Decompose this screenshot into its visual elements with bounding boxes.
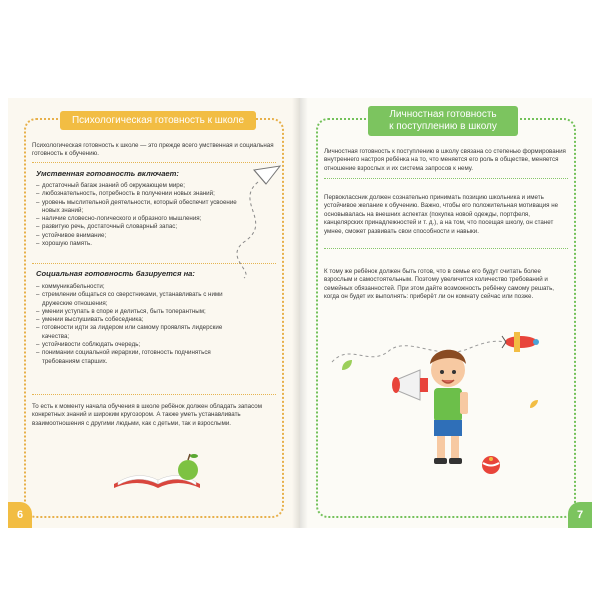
paper-airplane-doodle — [214, 162, 284, 282]
list-item: – хорошую память. — [36, 240, 246, 248]
list-item: – стремлении общаться со сверстниками, устанавливать с ними дружеские отношения; — [36, 291, 246, 308]
right-banner-line2: к поступлению в школу — [389, 121, 497, 132]
open-book — [8, 98, 592, 528]
list-item: – коммуникабельности; — [36, 283, 246, 291]
right-page-number: 7 — [568, 502, 592, 528]
left-page — [8, 98, 300, 528]
mental-heading: Умственная готовность включает: — [36, 169, 179, 178]
list-item: – готовности идти за лидером или самому проявлять лидерские качества; — [36, 324, 246, 341]
list-item: – развитую речь, достаточный словарный запас; — [36, 223, 246, 231]
list-item: – умении уступать в споре и делиться, быть толерантным; — [36, 308, 246, 316]
left-outro: То есть к моменту начала обучения в школе ребёнок должен обладать запасом конкретных знаний и широким кругозором. А также уметь устанавливать взаимоотношения с другими людьми, как с детьми, так и взрослыми. — [32, 403, 262, 427]
left-banner: Психологическая готовность к школе — [60, 111, 256, 130]
ball-illustration — [480, 454, 502, 476]
right-separator-2 — [324, 248, 568, 249]
social-heading: Социальная готовность базируется на: — [36, 269, 195, 278]
right-banner-line1: Личностная готовность — [389, 109, 497, 120]
left-page-number: 6 — [8, 502, 32, 528]
social-list — [36, 283, 246, 366]
right-para-2: Первоклассник должен сознательно принимать позицию школьника и иметь устойчивое желание к обучению. Важно, чтобы его положительная мотивация не основывалась на внешних аспектах (покупка новой одежды, портфеля, канцелярских принадлежностей и т. д.), а на том, что посещая школу, он станет умнее, сможет развивать свои способности и навыки. — [324, 194, 559, 235]
list-item: – устойчивости соблюдать очередь; — [36, 341, 246, 349]
leaf-icon — [528, 398, 540, 410]
list-item: – уровень мыслительной деятельности, который обеспечит усвоение новых знаний; — [36, 199, 246, 216]
list-item: – наличие словесно-логического и образного мышления; — [36, 215, 246, 223]
book-and-apple-illustration — [108, 448, 208, 498]
right-page — [300, 98, 592, 528]
right-separator-1 — [324, 178, 568, 179]
list-item: – любознательность, потребность в получении новых знаний; — [36, 190, 246, 198]
leaf-icon — [340, 358, 354, 372]
list-item: – умении выслушивать собеседника; — [36, 316, 246, 324]
list-item: – достаточный багаж знаний об окружающем мире; — [36, 182, 246, 190]
left-separator-3 — [32, 394, 276, 395]
right-para-3: К тому же ребёнок должен быть готов, что в семье его будут считать более взрослым и самостоятельным. Поэтому увеличится количество требований и семейных обязанностей. При этом дайте возможность ребёнку самому решать, когда он будет их выполнять: приберёт ли он комнату сейчас или позже. — [324, 268, 555, 301]
right-para-1: Личностная готовность к поступлению в школу связана со степенью формирования внутреннего настроя ребёнка на то, что меняется его роль в обществе, меняется отношение взрослых и их система запросов к нему. — [324, 148, 566, 172]
right-banner — [368, 106, 518, 136]
list-item: – устойчивое внимание; — [36, 232, 246, 240]
list-item: – понимании социальной иерархии, готовность подчиняться требованиям старших. — [36, 349, 246, 366]
left-intro: Психологическая готовность к школе — это прежде всего умственная и социальная готовность к обучению. — [32, 142, 274, 158]
